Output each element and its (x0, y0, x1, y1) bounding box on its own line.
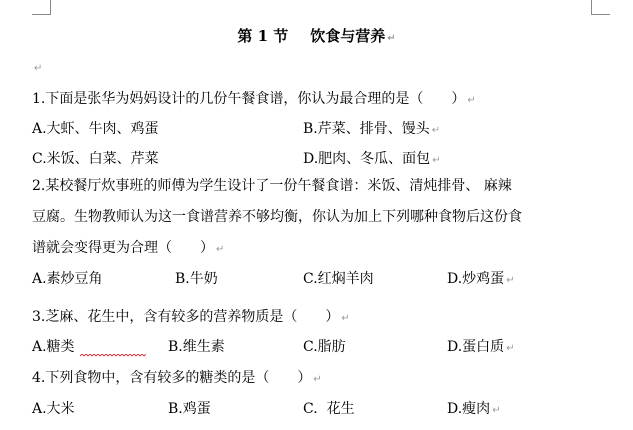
q3-option-b-text: B.维生素 (168, 339, 225, 355)
q4-stem-text: 4.下列食物中，含有较多的糖类的是（ ） (32, 370, 312, 386)
empty-paragraph (32, 57, 42, 79)
q1-option-a-text: A.大虾、牛肉、鸡蛋 (32, 121, 159, 137)
q2-stem-line-3 (32, 238, 224, 260)
q1-option-d-text: D.肥肉、冬瓜、面包 (303, 151, 431, 167)
q4-option-d (447, 399, 501, 421)
page-corner-top-right (591, 0, 610, 15)
paragraph-mark: ↵ (431, 125, 441, 136)
q4-option-b (168, 399, 211, 419)
q2-option-d (447, 269, 515, 291)
q1-option-a (32, 119, 159, 139)
paragraph-mark: ↵ (506, 343, 515, 354)
page-corner-top-left (32, 0, 51, 15)
q1-option-b (303, 119, 440, 141)
q4-option-d-text: D.瘦肉 (447, 401, 491, 417)
paragraph-mark: ↵ (506, 275, 515, 286)
q3-option-c (303, 337, 346, 357)
q1-option-c-text: C.米饭、白菜、芹菜 (32, 151, 159, 167)
q2-option-d-text: D.炒鸡蛋 (447, 271, 505, 287)
q2-line1-text: 2.某校餐厅炊事班的师傅为学生设计了一份午餐食谱：米饭、清炖排骨、 麻辣 (32, 178, 512, 194)
paragraph-mark: ↵ (387, 33, 396, 44)
q3-option-d-text: D.蛋白质 (447, 339, 505, 355)
paragraph-mark: ↵ (216, 244, 225, 255)
q2-line2-text: 豆腐。生物教师认为这一食谱营养不够均衡，你认为加上下列哪种食物后这份食 (32, 209, 522, 225)
paragraph-mark: ↵ (492, 405, 501, 416)
q4-option-b-text: B.鸡蛋 (168, 401, 211, 417)
q2-option-c-text: C.红焖羊肉 (303, 271, 374, 287)
q1-option-c (32, 149, 159, 169)
q2-line3-text: 谱就会变得更为合理（ ） (32, 240, 214, 256)
q1-option-d (303, 149, 441, 171)
spellcheck-underline (80, 354, 146, 357)
q2-option-a-text: A.素炒豆角 (32, 271, 103, 287)
title-topic: 饮食与营养 (310, 27, 386, 45)
q1-stem-text: 1.下面是张华为妈妈设计的几份午餐食谱，你认为最合理的是（ ） (32, 91, 466, 107)
page-title (0, 26, 633, 49)
q3-option-b (168, 337, 225, 357)
q4-option-a (32, 399, 75, 419)
paragraph-mark: ↵ (467, 95, 476, 106)
q2-stem-line-1 (32, 176, 512, 196)
paragraph-mark: ↵ (432, 155, 441, 166)
title-section: 第 1 节 (237, 27, 289, 45)
q2-option-b (175, 269, 218, 289)
q2-option-a (32, 269, 103, 289)
q4-option-a-text: A.大米 (32, 401, 75, 417)
paragraph-mark: ↵ (313, 374, 322, 385)
q4-stem (32, 368, 322, 390)
q2-option-b-text: B.牛奶 (175, 271, 218, 287)
q1-stem (32, 89, 476, 111)
paragraph-mark: ↵ (341, 313, 350, 324)
q2-stem-line-2 (32, 207, 522, 227)
q2-option-c (303, 269, 374, 289)
paragraph-mark: ↵ (34, 63, 43, 74)
q3-option-a-text: A.糖类 (32, 339, 75, 355)
q1-option-b-text: B.芹菜、排骨、馒头 (303, 121, 430, 137)
q3-option-a (32, 337, 75, 357)
q3-stem-text: 3.芝麻、花生中，含有较多的营养物质是（ ） (32, 309, 340, 325)
q3-stem (32, 307, 350, 329)
q4-option-c (303, 399, 355, 419)
q4-option-c-text: C. 花生 (303, 401, 355, 417)
q3-option-c-text: C.脂肪 (303, 339, 346, 355)
q3-option-d (447, 337, 515, 359)
